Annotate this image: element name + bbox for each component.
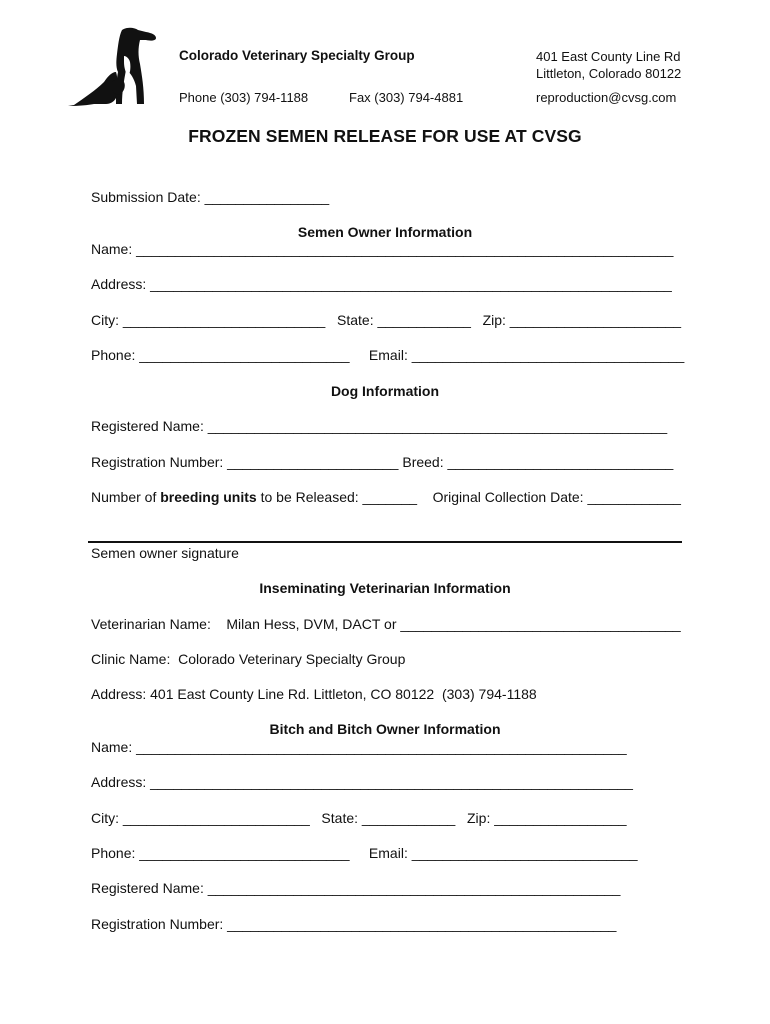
owner-address-field[interactable]: Address: ___________________________________________________________________: [91, 276, 672, 292]
bitch-section-heading: Bitch and Bitch Owner Information: [269, 721, 501, 737]
bitch-phone-email-field[interactable]: Phone: ___________________________ Email: _____________________________: [91, 845, 638, 861]
units-suffix: to be Released: _______ Original Collection Date: ____________: [256, 489, 681, 505]
owner-name-field[interactable]: Name: _____________________________________________________________________: [91, 241, 674, 257]
bitch-owner-address-field[interactable]: Address: ______________________________________________________________: [91, 774, 633, 790]
signature-line[interactable]: [88, 541, 682, 543]
fax-number: Fax (303) 794-4881: [349, 90, 464, 105]
email-address: reproduction@cvsg.com: [536, 90, 677, 105]
vet-name-field[interactable]: Veterinarian Name: Milan Hess, DVM, DACT or ____________________________________: [91, 616, 681, 632]
units-bold-label: breeding units: [160, 489, 257, 505]
bitch-registered-name-field[interactable]: Registered Name: _____________________________________________________: [91, 880, 621, 896]
dog-registration-breed-field[interactable]: Registration Number: ______________________ Breed: _____________________________: [91, 454, 674, 470]
bitch-registration-number-field[interactable]: Registration Number: __________________________________________________: [91, 916, 617, 932]
vet-section-heading: Inseminating Veterinarian Information: [259, 580, 511, 596]
bitch-city-state-zip-field[interactable]: City: ________________________ State: ____________ Zip: _________________: [91, 810, 627, 826]
bitch-owner-name-field[interactable]: Name: _______________________________________________________________: [91, 739, 627, 755]
dog-registered-name-field[interactable]: Registered Name: ___________________________________________________________: [91, 418, 668, 434]
submission-date-field[interactable]: Submission Date: ________________: [91, 189, 330, 205]
dog-section-heading: Dog Information: [330, 383, 440, 399]
signature-label: Semen owner signature: [91, 545, 239, 561]
clinic-name-text: Clinic Name: Colorado Veterinary Specialty Group: [91, 651, 406, 667]
address-line-2: Littleton, Colorado 80122: [536, 66, 682, 81]
units-prefix: Number of: [91, 489, 161, 505]
form-title: FROZEN SEMEN RELEASE FOR USE AT CVSG: [188, 126, 582, 146]
owner-section-heading: Semen Owner Information: [297, 224, 473, 240]
phone-number: Phone (303) 794-1188: [179, 90, 309, 105]
org-name: Colorado Veterinary Specialty Group: [179, 48, 415, 63]
owner-city-state-zip-field[interactable]: City: __________________________ State: ____________ Zip: ______________________: [91, 312, 682, 328]
address-line-1: 401 East County Line Rd: [536, 49, 681, 64]
dog-silhouette-icon: [64, 26, 160, 110]
breeding-units-field[interactable]: [91, 489, 681, 505]
clinic-address-text: Address: 401 East County Line Rd. Littleton, CO 80122 (303) 794-1188: [91, 686, 537, 702]
owner-phone-email-field[interactable]: Phone: ___________________________ Email: ___________________________________: [91, 347, 685, 363]
